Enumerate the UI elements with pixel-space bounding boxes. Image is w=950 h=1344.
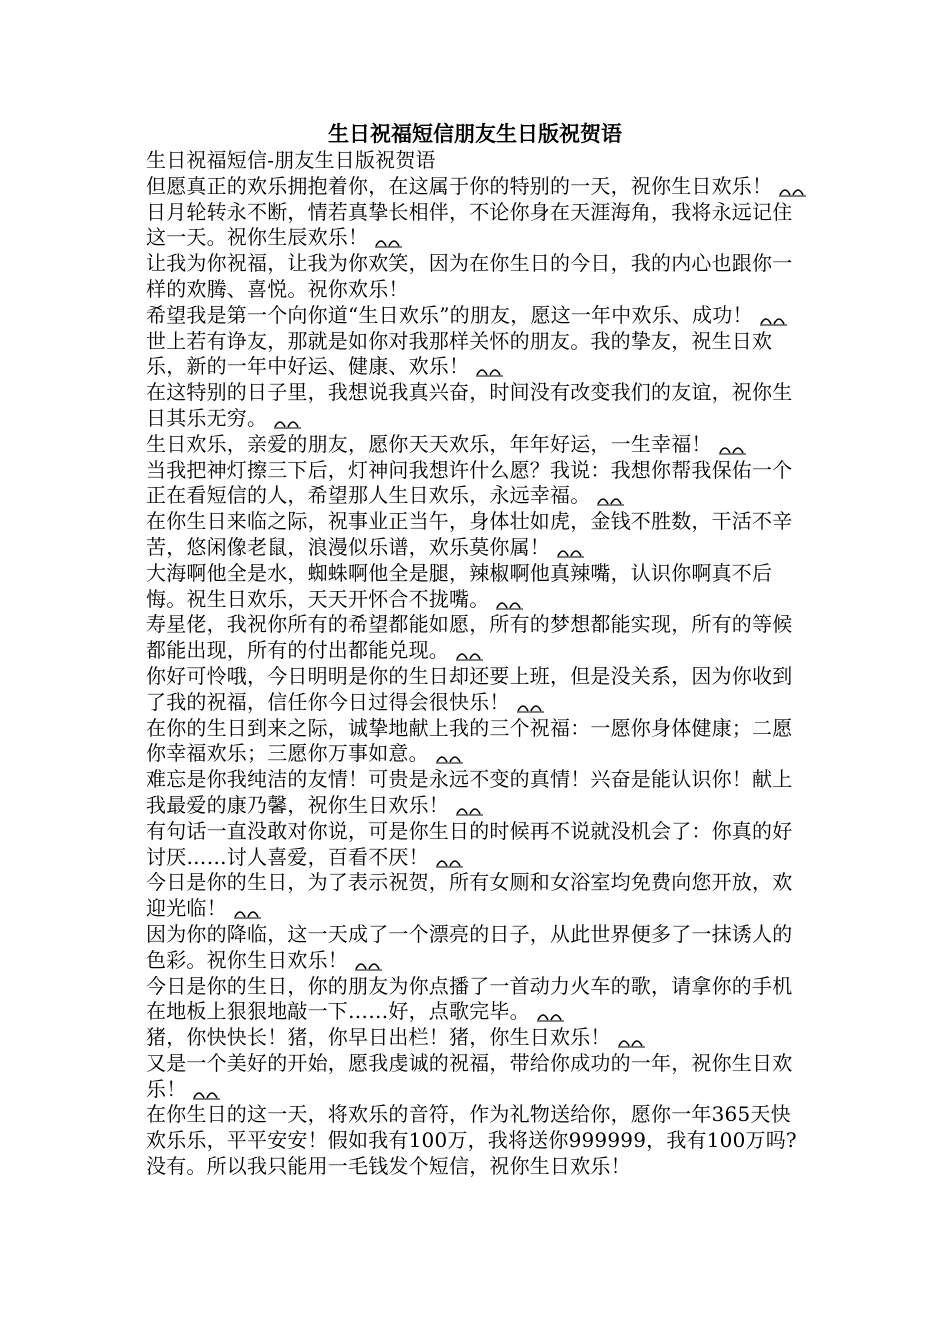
smile-emoticon-icon <box>718 436 748 450</box>
paragraph-text: 在这特别的日子里，我想说我真兴奋，时间没有改变我们的友谊，祝你生日其乐无穷。 <box>146 380 793 430</box>
smile-emoticon-icon <box>435 745 465 759</box>
paragraph-text: 因为你的降临，这一天成了一个漂亮的日子，从此世界便多了一抹诱人的色彩。祝你生日欢乐！ <box>146 921 793 972</box>
paragraph <box>146 303 810 329</box>
paragraph-text: 在你生日的这一天，将欢乐的音符，作为礼物送给你，愿你一年365天快欢乐乐，平平安安！假如我有100万，我将送你999999，我有100万吗?没有。所以我只能用一毛钱发个短信，祝你生日欢乐！ <box>146 1102 797 1179</box>
paragraph-text: 寿星佬，我祝你所有的希望都能如愿，所有的梦想都能实现，所有的等候都能出现，所有的付出都能兑现。 <box>146 612 793 663</box>
smile-emoticon-icon <box>495 591 525 605</box>
paragraph-text: 今日是你的生日，你的朋友为你点播了一首动力火车的歌，请拿你的手机在地板上狠狠地敲一下……好，点歌完毕。 <box>146 973 793 1024</box>
paragraph-text: 但愿真正的欢乐拥抱着你，在这属于你的特别的一天，祝你生日欢乐！ <box>146 173 773 198</box>
paragraph <box>146 1025 810 1051</box>
paragraph-text: 希望我是第一个向你道“生日欢乐”的朋友，愿这一年中欢乐、成功！ <box>146 302 753 327</box>
smile-emoticon-icon <box>374 229 404 243</box>
paragraph-text: 世上若有诤友，那就是如你对我那样关怀的朋友。我的挚友，祝生日欢乐，新的一年中好运、健康、欢乐！ <box>146 328 773 379</box>
paragraph-text: 在你的生日到来之际，诚挚地献上我的三个祝福：一愿你身体健康；二愿你幸福欢乐；三愿你万事如意。 <box>146 715 793 766</box>
paragraph <box>146 612 810 664</box>
document-subtitle: 生日祝福短信-朋友生日版祝贺语 <box>146 148 436 172</box>
paragraph-text: 让我为你祝福，让我为你欢笑，因为在你生日的今日，我的内心也跟你一样的欢腾、喜悦。祝你欢乐！ <box>146 251 793 301</box>
smile-emoticon-icon <box>516 694 546 708</box>
paragraph-text: 日月轮转永不断，情若真挚长相伴，不论你身在天涯海角，我将永远记住这一天。祝你生辰欢乐！ <box>146 199 793 250</box>
smile-emoticon-icon <box>273 410 303 424</box>
paragraph-text: 你好可怜哦，今日明明是你的生日却还要上班，但是没关系，因为你收到了我的祝福，信任你今日过得会很快乐！ <box>146 663 793 714</box>
paragraph-text: 猪，你快快长！猪，你早日出栏！猪，你生日欢乐！ <box>146 1025 611 1050</box>
paragraph <box>146 561 810 613</box>
document-body <box>146 148 810 1180</box>
smile-emoticon-icon <box>759 307 789 321</box>
paragraph <box>146 458 810 510</box>
paragraph <box>146 200 810 252</box>
paragraph-text: 生日欢乐，亲爱的朋友，愿你天天欢乐，年年好运，一生幸福！ <box>146 431 712 456</box>
smile-emoticon-icon <box>455 642 485 656</box>
paragraph <box>146 974 810 1026</box>
paragraph <box>146 432 810 458</box>
paragraph-text: 在你生日来临之际，祝事业正当午，身体壮如虎，金钱不胜数，干活不辛苦，悠闲像老鼠，浪漫似乐谱，欢乐莫你属！ <box>146 509 793 559</box>
smile-emoticon-icon <box>617 1029 647 1043</box>
paragraph <box>146 664 810 716</box>
paragraph-text: 又是一个美好的开始，愿我虔诚的祝福，带给你成功的一年，祝你生日欢乐！ <box>146 1050 793 1101</box>
smile-emoticon-icon <box>192 1081 222 1095</box>
smile-emoticon-icon <box>556 539 586 553</box>
smile-emoticon-icon <box>233 900 263 914</box>
smile-emoticon-icon <box>596 487 626 501</box>
smile-emoticon-icon <box>778 178 808 192</box>
smile-emoticon-icon <box>536 1003 566 1017</box>
paragraph <box>146 716 810 768</box>
paragraph <box>146 509 810 561</box>
paragraph-text: 今日是你的生日，为了表示祝贺，所有女厕和女浴室均免费向您开放，欢迎光临！ <box>146 870 793 921</box>
paragraph <box>146 1102 810 1179</box>
paragraph <box>146 174 810 200</box>
smile-emoticon-icon <box>475 358 505 372</box>
smile-emoticon-icon <box>354 952 384 966</box>
paragraph <box>146 251 810 303</box>
paragraph-text: 有句话一直没敢对你说，可是你生日的时候再不说就没机会了：你真的好讨厌……讨人喜爱，百看不厌！ <box>146 818 793 869</box>
smile-emoticon-icon <box>455 797 485 811</box>
paragraph <box>146 819 810 871</box>
paragraph <box>146 767 810 819</box>
paragraph-text: 当我把神灯擦三下后，灯神问我想许什么愿？我说：我想你帮我保佑一个正在看短信的人，希望那人生日欢乐，永远幸福。 <box>146 457 793 508</box>
paragraph <box>146 380 810 432</box>
paragraph <box>146 870 810 922</box>
paragraph <box>146 329 810 381</box>
document-title: 生日祝福短信朋友生日版祝贺语 <box>328 121 622 146</box>
paragraph <box>146 1051 810 1103</box>
paragraph-text: 大海啊他全是水，蜘蛛啊他全是腿，辣椒啊他真辣嘴，认识你啊真不后悔。祝生日欢乐，天天开怀合不拢嘴。 <box>146 560 773 611</box>
paragraph <box>146 922 810 974</box>
paragraph-text: 难忘是你我纯洁的友情！可贵是永远不变的真情！兴奋是能认识你！献上我最爱的康乃馨，祝你生日欢乐！ <box>146 767 793 817</box>
smile-emoticon-icon <box>435 849 465 863</box>
